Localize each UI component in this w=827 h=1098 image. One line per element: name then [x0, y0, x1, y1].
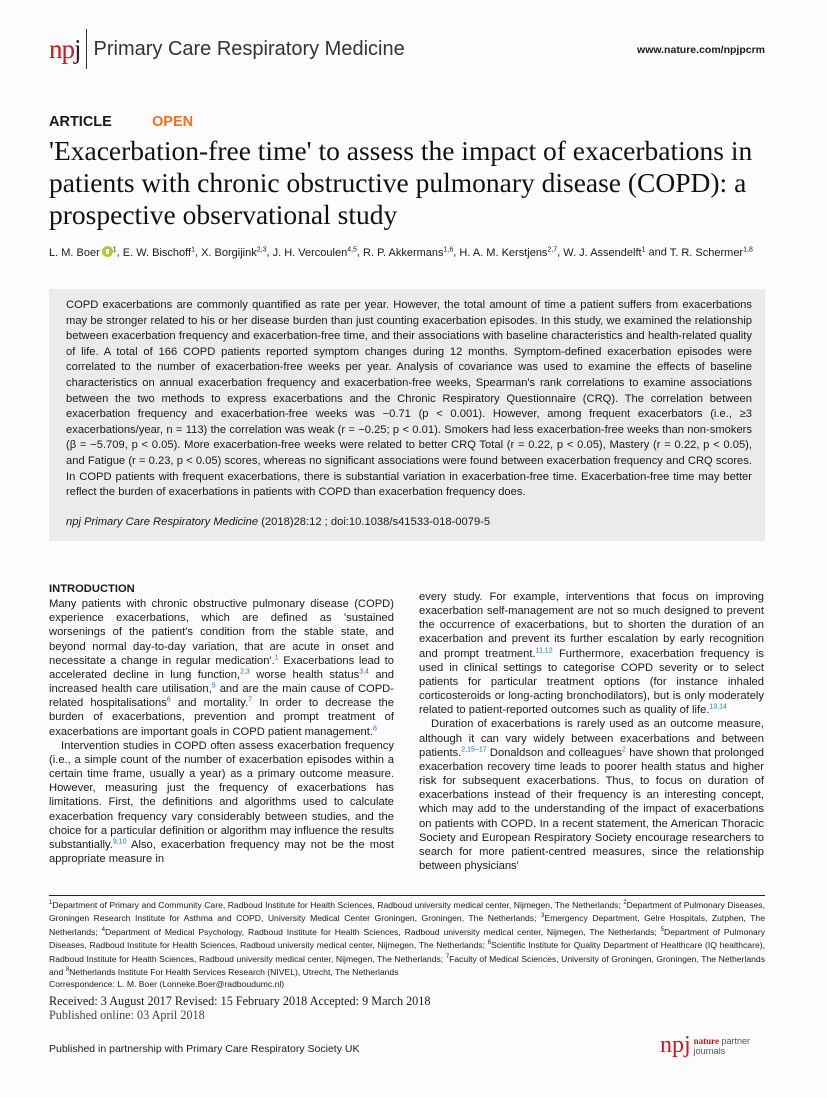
- partner-word: partner: [721, 1035, 751, 1046]
- author-affiliation-ref[interactable]: 1,6: [443, 246, 454, 253]
- section-heading: INTRODUCTION: [49, 583, 135, 595]
- author-affiliation-ref[interactable]: 1,8: [743, 246, 753, 253]
- journal-name: Primary Care Respiratory Medicine: [93, 37, 405, 60]
- affiliation-number: 1: [49, 900, 53, 906]
- abstract-box: [49, 289, 765, 541]
- author-affiliation-ref[interactable]: 1: [641, 246, 646, 253]
- author[interactable]: [273, 247, 357, 259]
- body-paragraph: [419, 590, 764, 717]
- author[interactable]: [459, 247, 557, 259]
- journals-word: journals: [693, 1045, 726, 1056]
- author-affiliation-ref[interactable]: 2,7: [547, 246, 558, 253]
- reference-link[interactable]: 1: [274, 654, 279, 662]
- footnote-divider: [49, 895, 765, 896]
- author-name: T. R. Schermer: [669, 246, 744, 259]
- affiliation-text: Department of Pulmonary Diseases, Radboud Institute for Health Sciences, Radboud university medical center, Nijmegen, The Netherlands;: [49, 926, 765, 951]
- affiliation-number: 4: [101, 926, 105, 933]
- author-list: L. M. Boer $^1$, E. W. Bischoff$^1$, X. Borgijink$^{2,3}$, J. H. Vercoulen$^{4,5}$, R. P. Akkermans$^{1,6}$, H. A. M. Kerstjens$^{2,7}$, W. J. Assendelft$^1$ and T. R. Schermer$^{1,8}$: [49, 246, 753, 259]
- paragraph-text: every study. For example, interventions that focus on improving exacerbation self-management are not so much designed to prevent the occurrence of exacerbations, but to shorten the duration of an exacerbation and prevent its further escalation by early recognition and prompt treatment.: [419, 591, 764, 660]
- paragraph-text: and are the main cause of COPD-related hospitalisations: [49, 683, 394, 710]
- logo-divider: [86, 29, 87, 69]
- affiliation-text: Emergency Department, Gelre Hospitals, Zutphen, The Netherlands;: [49, 913, 765, 937]
- citation-doi[interactable]: (2018)28:12 ; doi:10.1038/s41533-018-0079-5: [258, 516, 491, 528]
- affiliation-number: 3: [541, 913, 545, 920]
- published-date: Published online: 03 April 2018: [49, 1008, 205, 1022]
- article-type: ARTICLE: [49, 114, 112, 130]
- paragraph-text: have shown that prolonged exacerbation recovery time leads to poorer health status and higher risk for subsequent exacerbations. Thus, to focus on duration of exacerbations instead of their frequency is an interesting concept, which may add to the understanding of the impact of exacerbations on patients with COPD. In a recent statement, the American Thoracic Society and European Respiratory Society encourage researchers to search for more patient-centred measures, since the relationship between physicians': [419, 746, 764, 872]
- paragraph-text: Duration of exacerbations is rarely used as an outcome measure, although it can vary widely between exacerbations and between patients.: [419, 718, 764, 759]
- body-column-left: [49, 582, 394, 866]
- received-dates: Received: 3 August 2017 Revised: 15 February 2018 Accepted: 9 March 2018: [49, 994, 431, 1008]
- body-paragraph: [49, 739, 394, 866]
- paragraph-text: worse health status: [249, 668, 360, 681]
- npj-logo-mark: npj: [49, 33, 81, 64]
- author-affiliation-ref[interactable]: 1: [191, 246, 195, 253]
- paragraph-text: Many patients with chronic obstructive pulmonary disease (COPD) experience exacerbations, which are defined as 'sustained worsenings of the patient's condition from the stable state, and beyond normal day-to-day variation, that are acute in onset and necessitate a change in regular medication'.: [49, 598, 394, 667]
- paragraph-text: Exacerbations lead to accelerated decline in lung function,: [49, 654, 394, 681]
- paragraph-text: and mortality.: [170, 697, 249, 710]
- reference-link[interactable]: 6: [166, 696, 171, 704]
- open-access-badge: OPEN: [152, 114, 194, 130]
- reference-link[interactable]: 2,3: [240, 668, 250, 676]
- reference-link[interactable]: 11,12: [535, 646, 553, 654]
- author-affiliation-ref[interactable]: 4,5: [347, 246, 357, 253]
- affiliation-text: Faculty of Medical Sciences, University of Groningen, Groningen, The Netherlands and: [49, 953, 765, 978]
- partnership-note: Published in partnership with Primary Care Respiratory Society UK: [49, 1043, 360, 1055]
- author[interactable]: [363, 247, 453, 259]
- affiliation-text: Department of Pulmonary Diseases, Groningen Research Institute for Asthma and COPD, University Medical Center Groningen, Groningen, The Netherlands;: [49, 899, 765, 924]
- affiliation-text: Netherlands Institute For Health Services Research (NIVEL), Utrecht, The Netherlands: [69, 967, 399, 978]
- reference-link[interactable]: 5: [211, 682, 216, 690]
- article-dates: [49, 994, 430, 1022]
- body-column-right: [419, 582, 764, 873]
- affiliation-text: Scientific Institute for Quality Department of Healthcare (IQ healthcare), Radboud Institute for Health Sciences, Radboud university medical center, Nijmegen, The Netherlands;: [49, 940, 765, 964]
- affiliation-text: Department of Medical Psychology, Radboud Institute for Health Sciences, Radboud university medical center, Nijmegen, The Netherlands;: [104, 926, 661, 937]
- author-name: W. J. Assendelft: [563, 246, 642, 259]
- author[interactable]: [670, 247, 753, 259]
- author-name: E. W. Bischoff: [122, 246, 192, 259]
- paragraph-text: Furthermore, exacerbation frequency is used in clinical settings to categorise COPD severity or to select patients for particular treatment options (for instance inhaled corticosteroids or long-acting bronchodilators), but is only moderately related to patient-reported outcomes such as quality of life.: [419, 647, 764, 717]
- paragraph-text: Also, exacerbation frequency may not be the most appropriate measure in: [49, 838, 394, 865]
- author[interactable]: [563, 247, 645, 259]
- affiliation-text: Department of Primary and Community Care, Radboud Institute for Health Sciences, Radboud university medical center, Nijmegen, The Netherlands;: [52, 899, 624, 910]
- affiliations: [49, 898, 765, 990]
- affiliation-number: 7: [445, 953, 450, 960]
- author-name: L. M. Boer: [49, 246, 100, 259]
- author-name: R. P. Akkermans: [363, 246, 444, 259]
- author-affiliation-ref[interactable]: 1: [112, 246, 117, 253]
- author-affiliation-ref[interactable]: 2,3: [256, 246, 267, 253]
- citation-journal: npj Primary Care Respiratory Medicine: [66, 516, 259, 528]
- paragraph-text: and increased health care utilisation,: [49, 668, 394, 696]
- author[interactable]: [49, 247, 117, 259]
- reference-link[interactable]: 2: [622, 745, 626, 753]
- affiliation-number: 2: [623, 900, 627, 906]
- author-name: H. A. M. Kerstjens: [459, 246, 548, 259]
- nature-partner-journals-logo: [660, 1032, 750, 1059]
- correspondence: Correspondence: L. M. Boer (Lonneke.Boer@radboudumc.nl): [49, 978, 285, 989]
- affiliation-number: 8: [65, 967, 70, 974]
- author[interactable]: [123, 247, 195, 259]
- journal-url[interactable]: www.nature.com/npjpcrm: [637, 44, 765, 56]
- reference-link[interactable]: 13,14: [709, 703, 727, 711]
- body-paragraph: [49, 597, 394, 739]
- paragraph-text: Donaldson and colleagues: [486, 746, 623, 759]
- reference-link[interactable]: 3,4: [359, 668, 369, 676]
- reference-link[interactable]: 2,15–17: [461, 745, 487, 753]
- citation: [66, 516, 490, 528]
- nature-word: nature: [693, 1035, 720, 1046]
- reference-link[interactable]: 9,10: [112, 838, 127, 846]
- abstract-text: COPD exacerbations are commonly quantified as rate per year. However, the total amount of time a patient suffers from exacerbations may be stronger related to his or her disease burden than just counting exacerbation episodes. In this study, we examined the relationship between exacerbation frequency and exacerbation-free time, and their associations with baseline characteristics and health-related quality of life. A total of 166 COPD patients reported symptom changes during 12 months. Symptom-defined exacerbation episodes were correlated to the number of exacerbation-free weeks per year. Analysis of covariance was used to examine the effects of baseline characteristics on annual exacerbation frequency and exacerbation-free weeks, Spearman's rank correlations to examine associations between the two methods to express exacerbations and the Chronic Respiratory Questionnaire (CRQ). The correlation between exacerbation frequency and exacerbation-free weeks was −0.71 (p < 0.001). However, among frequent exacerbators (i.e., ≥3 exacerbations/year, n = 113) the correlation was weak (r = −0.25; p < 0.01). Smokers had less exacerbation-free weeks than non-smokers (β = −5.709, p < 0.05). More exacerbation-free weeks were related to better CRQ Total (r = 0.22, p < 0.05), Mastery (r = 0.22, p < 0.05), and Fatigue (r = 0.23, p < 0.05) scores, whereas no significant associations were found between exacerbation frequency and CRQ scores. In COPD patients with frequent exacerbations, there is substantial variation in exacerbation-free time. Exacerbation-free time may better reflect the burden of exacerbations in patients with COPD than exacerbation frequency does.: [66, 299, 752, 499]
- journal-logo: [49, 32, 405, 66]
- body-paragraph: [419, 717, 764, 873]
- article-title: 'Exacerbation-free time' to assess the impact of exacerbations in patients with chronic obstructive pulmonary disease (COPD): a prospective observational study: [49, 135, 753, 230]
- author-name: J. H. Vercoulen: [272, 246, 348, 259]
- author-name: X. Borgijink: [201, 246, 257, 259]
- author[interactable]: [201, 247, 266, 259]
- npj-footer-mark: npj: [660, 1032, 691, 1058]
- affiliation-number: 6: [487, 940, 492, 947]
- paragraph-text: Intervention studies in COPD often assess exacerbation frequency (i.e., a simple count of the number of exacerbation episodes within a certain time frame, usually a year) as a primary outcome measure. However, measuring just the frequency of exacerbations has limitations. First, the definitions and algorithms used to calculate exacerbation frequency vary considerably between studies, and the choice for a particular definition or algorithm may influence the results substantially.: [49, 739, 394, 851]
- affiliation-number: 5: [660, 926, 665, 933]
- reference-link[interactable]: 8: [373, 724, 377, 732]
- orcid-icon[interactable]: [102, 246, 113, 257]
- paragraph-text: In order to decrease the burden of exacerbations, prevention and prompt treatment of exacerbations are important goals in COPD patient management.: [49, 697, 394, 738]
- reference-link[interactable]: 7: [248, 696, 253, 704]
